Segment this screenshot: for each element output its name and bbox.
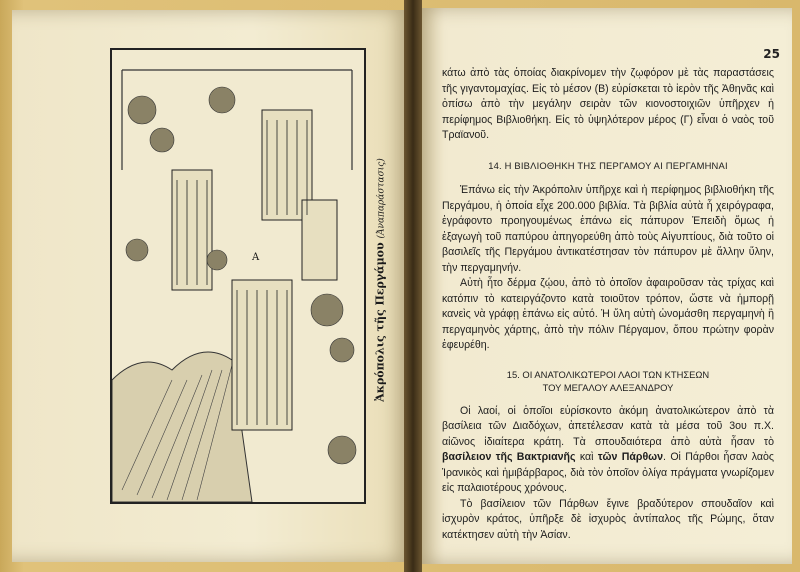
parthians: τῶν Πάρθων: [597, 451, 664, 463]
paragraph-4-part-1: Οἱ λαοί, οἱ ὁποῖοι εὑρίσκοντο ἀκόμη ἀνατολικώτερον ἀπὸ τὰ βασίλεια τῶν Διαδόχων, ἀπετέλεσαν κατὰ τὰ μέσα τοῦ 3ου π.Χ. αἰῶνος ἰδιαίτερα κράτη. Τὰ σπουδαιότερα ἀπὸ αὐτὰ ἦσαν τὸ: [442, 404, 774, 448]
heading-15-line-2: ΤΟΥ ΜΕΓΑΛΟΥ ΑΛΕΞΑΝΔΡΟΥ: [542, 381, 674, 393]
page-number: 25: [763, 47, 780, 61]
illustration-caption: [370, 60, 390, 500]
caption-main: Ἀκρόπολις τῆς Περγάμου: [373, 242, 387, 402]
section-heading-14: 14. Η ΒΙΒΛΙΟΘΗΚΗ ΤΗΣ ΠΕΡΓΑΜΟΥ ΑΙ ΠΕΡΓΑΜΗΝΑΙ: [488, 159, 728, 171]
acropolis-illustration: [110, 48, 366, 504]
paragraph-5: Τὸ βασίλειον τῶν Πάρθων ἔγινε βραδύτερον σπουδαῖον καὶ ἰσχυρὸν κράτος, ὑπῆρξε δὲ ἰσχυρὸς ἀντίπαλος τῆς Ρώμης, ὅταν κατέκτησεν αὐτὴ τὴν Ἀσίαν.: [442, 497, 774, 541]
body-text: [442, 66, 774, 543]
paragraph-4-part-2: καὶ: [575, 451, 598, 463]
paragraph-1: κάτω ἀπὸ τὰς ὁποίας διακρίνομεν τὴν ζῳφόρον μὲ τὰς παραστάσεις τῆς γιγαντομαχίας. Εἰς τὸ μέσον (Β) εὑρίσκεται τὸ ἱερὸν τῆς Ἀθηνᾶς καὶ ὀπίσω ἀπὸ τὴν μεγάλην σειρὰν τῶν κιονοστοιχιῶν ὑπῆρχεν ἡ περίφημος Βιβλιοθήκη. Εἰς τὸ ὑψηλότερον μέρος (Γ) εἶναι ὁ ναὸς τοῦ Τραϊανοῦ.: [442, 67, 774, 141]
book-gutter: [404, 0, 422, 572]
section-heading-15: [442, 368, 774, 394]
paragraph-3: Αὐτὴ ἦτο δέρμα ζῴου, ἀπὸ τὸ ὁποῖον ἀφαιροῦσαν τὰς τρίχας καὶ κατόπιν τὸ κατειργάζοντο κατὰ τοιοῦτον τρόπον, ὥστε νὰ ἠμπορῇ κανεὶς νὰ γράφῃ ἐπάνω εἰς αὐτό. Ἡ ὕλη αὐτὴ ὠνομάσθη περγαμηνὴ ἢ περγαμηνὸς χάρτης, ἀπὸ τὴν πόλιν Πέργαμον, ὅπου πρώτην φορὰν ἐφευρέθη.: [442, 277, 774, 351]
heading-15-line-1: 15. ΟΙ ΑΝΑΤΟΛΙΚΩΤΕΡΟΙ ΛΑΟΙ ΤΩΝ ΚΤΗΣΕΩΝ: [506, 368, 710, 380]
bactria-kingdom: βασίλειον τῆς Βακτριανῆς: [442, 451, 576, 463]
caption-sub: (Ἀναπαράστασις): [376, 158, 387, 239]
svg-text:Α: Α: [252, 252, 260, 263]
engraving-drawing: [112, 50, 364, 502]
paragraph-2: Ἐπάνω εἰς τὴν Ἀκρόπολιν ὑπῆρχε καὶ ἡ περίφημος βιβλιοθήκη τῆς Περγάμου, ἡ ὁποία εἶχε 200.000 βιβλία. Τὰ βιβλία αὐτὰ ἦ χειρόγραφα, ἐγράφοντο προηγουμένως ἐπάνω εἰς πάπυρον Ἐπειδὴ ὅμως ἡ ἐξαγωγὴ τοῦ παπύρου ἀπηγορεύθη ἀπὸ τοὺς Αἰγυπτίους, διὰ τοῦτο οἱ βασιλεῖς τῆς Περγάμου ἀντικατέστησαν τὸν πάπυρον μὲ ἄλλην ὕλην, τὴν περγαμηνήν.: [442, 184, 774, 274]
paragraph-4-part-3: . Οἱ Πάρθοι ἦσαν λαὸς Ἰρανικὸς καὶ ἡμιβάρβαρος, διὰ τὸν ὁποῖον ὀλίγα πράγματα γνωρίζομεν εἰς παλαιοτέρους χρόνους.: [442, 451, 775, 494]
paragraph-4: [442, 404, 774, 497]
